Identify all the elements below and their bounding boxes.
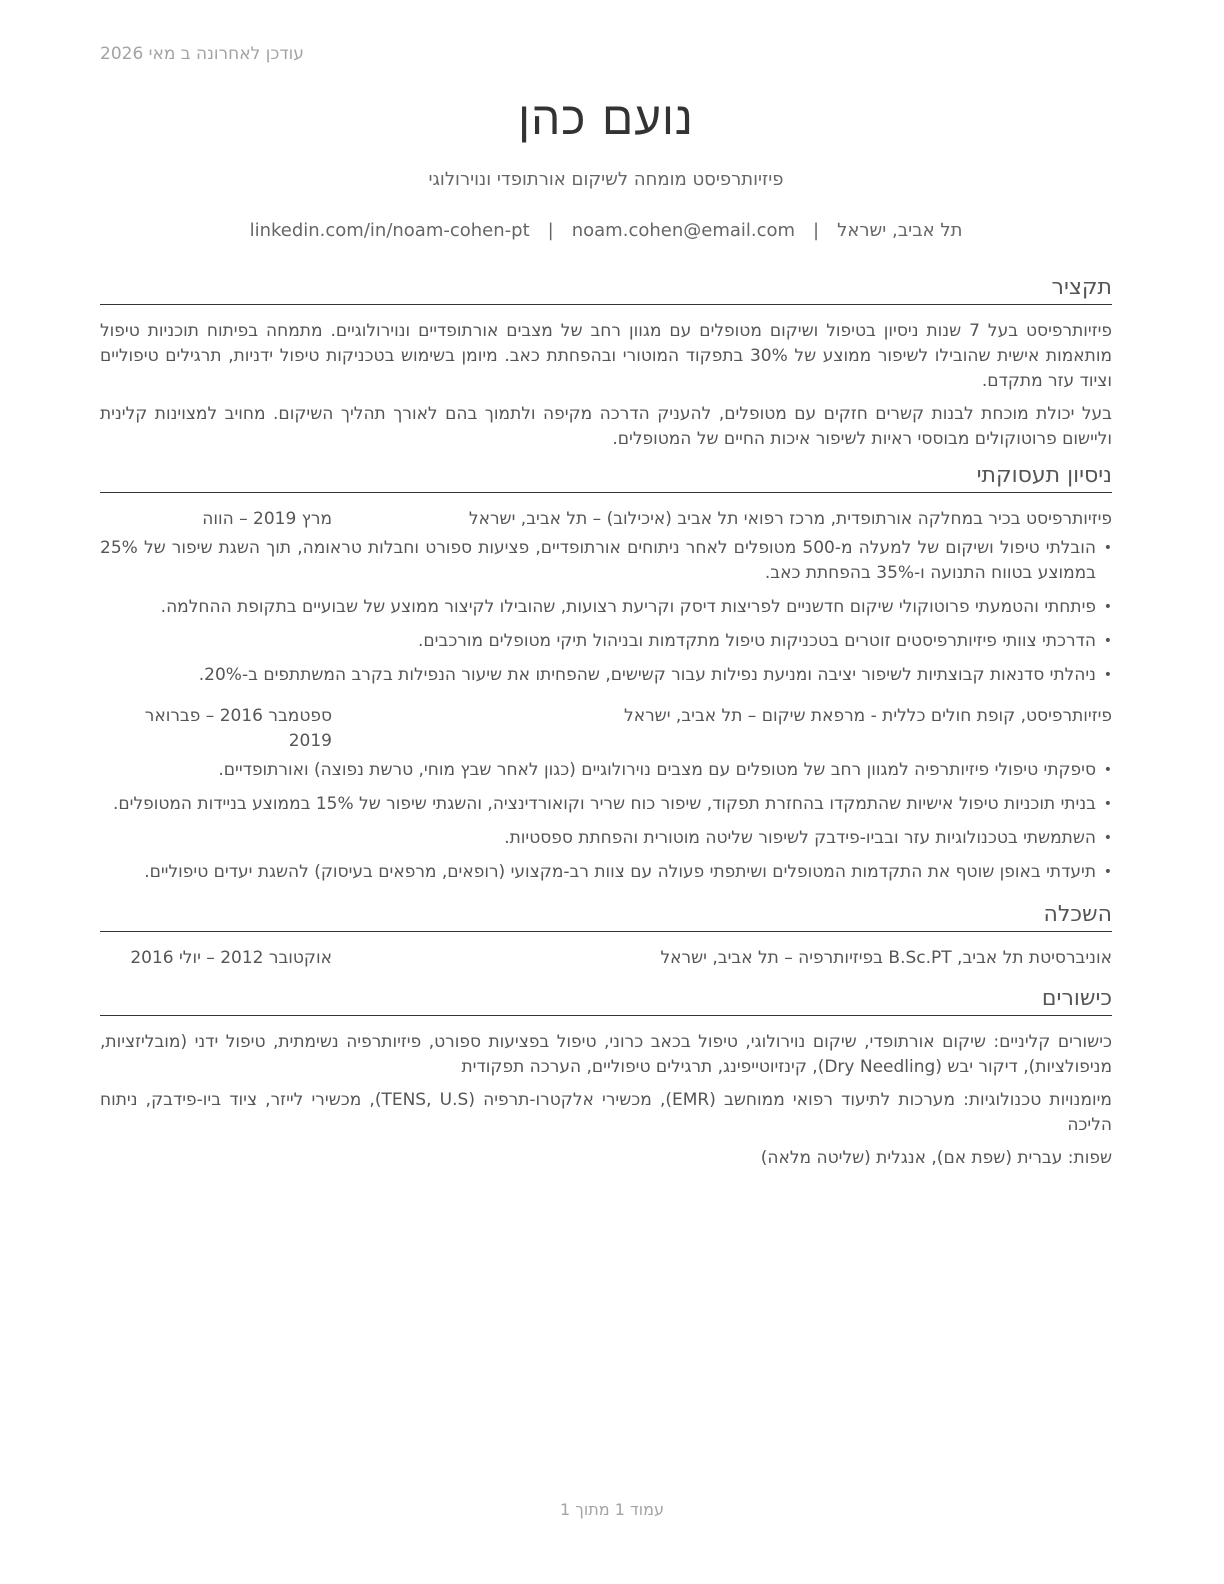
job-bullet: • בניתי תוכניות טיפול אישיות שהתמקדו בהחזרת תפקוד, שיפור כוח שריר וקואורדינציה, והשגתי שיפור של 15% בממוצע בניידות המטופלים.: [100, 792, 1112, 817]
summary-paragraph: בעל יכולת מוכחת לבנות קשרים חזקים עם מטופלים, להעניק הדרכה מקיפה ולתמוך בהם לאורך תהליך השיקום. מחויב למצוינות קלינית וליישום פרוטוקולים מבוססי ראיות לשיפור איכות החיים של המטופלים.: [100, 404, 1112, 449]
summary-section: [100, 274, 1112, 452]
job-role: פיזיותרפיסט בכיר במחלקה אורתופדית, מרכז רפואי תל אביב (איכילוב) – תל אביב, ישראל: [468, 509, 1112, 529]
job-bullet: • הדרכתי צוותי פיזיותרפיסטים זוטרים בטכניקות טיפול מתקדמות ובניהול תיקי מטופלים מורכבים.: [100, 629, 1112, 654]
last-updated: עודכן לאחרונה ב מאי 2026: [100, 44, 304, 64]
candidate-name: נועם כהן: [518, 91, 694, 145]
section-heading-education: השכלה: [100, 901, 1112, 932]
job-bullet: • ניהלתי סדנאות קבוצתיות לשיפור יציבה ומניעת נפילות עבור קשישים, שהפחיתו את שיעור הנפילות בקרב המשתתפים ב-20%.: [100, 663, 1112, 688]
contact-line: [100, 219, 1112, 243]
section-heading-skills: כישורים: [100, 985, 1112, 1016]
education-degree: אוניברסיטת תל אביב, B.Sc.PT בפיזיותרפיה – תל אביב, ישראל: [660, 948, 1112, 968]
contact-email[interactable]: noam.cohen@email.com: [571, 220, 796, 241]
job-bullet: • הובלתי טיפול ושיקום של למעלה מ-500 מטופלים לאחר ניתוחים אורתופדיים, פציעות ספורט וחבלות טראומה, תוך השגת שיפור של 25% בממוצע בטווח התנועה ו-35% בהפחתת כאב.: [100, 536, 1112, 586]
contact-linkedin[interactable]: linkedin.com/in/noam-cohen-pt: [249, 220, 530, 241]
section-heading-experience: ניסיון תעסוקתי: [100, 462, 1112, 493]
education-section: [100, 901, 1112, 971]
job-header: [100, 507, 1112, 532]
job-role: פיזיותרפיסט, קופת חולים כללית - מרפאת שיקום – תל אביב, ישראל: [624, 706, 1112, 726]
page-footer: עמוד 1 מתוך 1: [560, 1500, 664, 1519]
job-entry: [100, 704, 1112, 885]
resume-header: [100, 88, 1112, 243]
contact-separator: |: [547, 220, 554, 241]
job-dates: מרץ 2019 – הווה: [202, 509, 332, 529]
summary-paragraph: פיזיותרפיסט בעל 7 שנות ניסיון בטיפול ושיקום מטופלים עם מגוון רחב של מצבים אורתופדיים ונוירולוגיים. מתמחה בפיתוח תוכניות טיפול מותאמות אישית שהובילו לשיפור ממוצע של 30% בתפקוד המוטורי ובהפחתת כאב. מיומן בשימוש בטכניקות טיפול ידניות, תרגילים טיפוליים וציוד עזר מתקדם.: [100, 321, 1113, 391]
skills-languages: שפות: עברית (שפת אם), אנגלית (שליטה מלאה): [760, 1148, 1112, 1168]
resume-body: [100, 274, 1112, 1181]
job-bullet: • פיתחתי והטמעתי פרוטוקולי שיקום חדשניים לפריצות דיסק וקריעת רצועות, שהובילו לקיצור ממוצע של שבועיים בתקופת ההחלמה.: [100, 595, 1112, 620]
contact-separator: |: [813, 220, 820, 241]
job-bullets: [100, 536, 1112, 688]
skills-clinical: כישורים קליניים: שיקום אורתופדי, שיקום נוירולוגי, טיפול בכאב כרוני, טיפול בפציעות ספורט, פיזיותרפיה נשימתית, טיפול ידני (מובליזציות, מניפולציות), דיקור יבש (Dry Needling), קינזיוטייפינג, תרגילים טיפוליים, הערכה תפקודית: [100, 1032, 1112, 1077]
education-entry: [100, 946, 1112, 971]
job-bullets: [100, 758, 1112, 885]
section-heading-summary: תקציר: [100, 274, 1112, 305]
job-header: [100, 704, 1112, 754]
experience-section: [100, 462, 1112, 885]
job-dates: ספטמבר 2016 – פברואר 2019: [144, 706, 332, 751]
education-dates: אוקטובר 2012 – יולי 2016: [130, 948, 332, 968]
contact-location: תל אביב, ישראל: [837, 220, 963, 241]
skills-technology: מיומנויות טכנולוגיות: מערכות לתיעוד רפואי ממוחשב (EMR), מכשירי אלקטרו-תרפיה (TENS, U.S), מכשירי לייזר, ציוד ביו-פידבק, ניתוח הליכה: [100, 1090, 1112, 1135]
job-entry: [100, 507, 1112, 688]
job-bullet: • תיעדתי באופן שוטף את התקדמות המטופלים ושיתפתי פעולה עם צוות רב-מקצועי (רופאים, מרפאים בעיסוק) להשגת יעדים טיפוליים.: [100, 860, 1112, 885]
skills-section: [100, 985, 1112, 1171]
candidate-title: פיזיותרפיסט מומחה לשיקום אורתופדי ונוירולוגי: [428, 169, 784, 190]
job-bullet: • סיפקתי טיפולי פיזיותרפיה למגוון רחב של מטופלים עם מצבים נוירולוגיים (כגון לאחר שבץ מוחי, טרשת נפוצה) ואורתופדיים.: [100, 758, 1112, 783]
job-bullet: • השתמשתי בטכנולוגיות עזר ובביו-פידבק לשיפור שליטה מוטורית והפחתת ספסטיות.: [100, 826, 1112, 851]
